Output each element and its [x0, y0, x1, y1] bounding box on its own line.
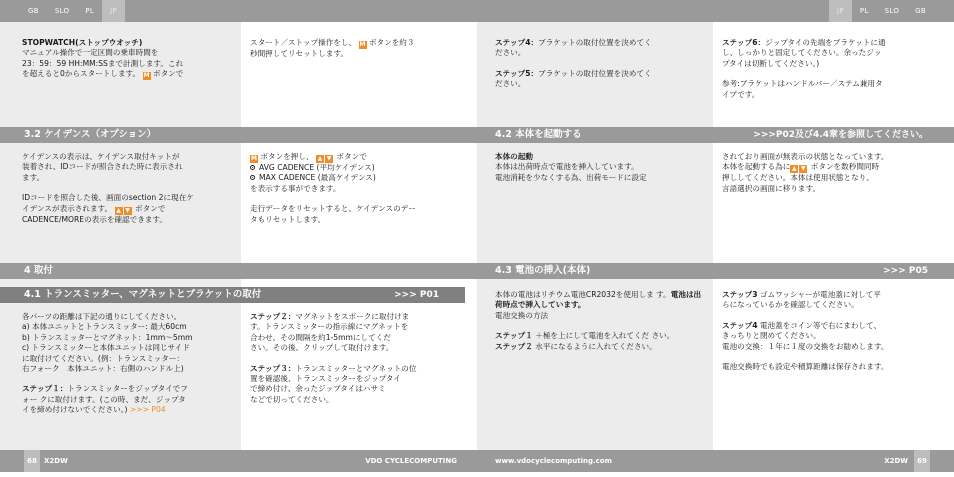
avg-cadence-item: AVG CADENCE (平均ケイデンス) — [259, 163, 375, 172]
battery-step4-text: 電池蓋をコイン等で右にまわして、 きっちりと閉めてください。 電池の交換：１年に１度の交換をお勧めします。 — [722, 320, 889, 351]
lang-tab-pl[interactable]: PL — [859, 7, 869, 15]
mode-button-icon: M — [143, 72, 150, 80]
footer-model-right: X2DW — [884, 457, 908, 465]
step5-text: ブラケットの取付位置を決めてく ださい。 — [495, 68, 652, 89]
section-4-2-ref[interactable]: >>>P02及び4.4章を参照してください。 — [753, 130, 928, 140]
step4-label: ステップ4： — [495, 38, 539, 47]
startup-col2-a: されており画面が無表示の状態となっています。 本体を起動する為に — [722, 152, 889, 172]
battery-step2-text: 水平になるように入れてください。 — [535, 341, 657, 351]
battery-change-method: 電池交換の方法 — [495, 310, 549, 320]
cadence-p1: ケイデンスの表示は、ケイデンス取付キットが 装着され、IDコードが照合された時に表示され ます。 — [22, 152, 183, 182]
section-4-1-ref[interactable]: >>> P01 — [394, 290, 439, 300]
battery-note: 電池交換時でも設定や積算距離は保存されます。 — [722, 362, 889, 372]
down-button-icon: ▼ — [125, 206, 130, 214]
lang-tab-pl[interactable]: PL — [85, 7, 95, 15]
step4-text: ブラケットの取付位置を決めてく ださい。 — [495, 38, 652, 58]
cadence-col1 — [22, 152, 237, 235]
section-4-3-ref[interactable]: >>> P05 — [883, 266, 928, 276]
startup-text: 本体は出荷時点で電池を挿入しています。 電池消耗を少なくする為、出荷モードに設定 — [495, 162, 647, 182]
mode-button-icon: M — [359, 41, 366, 48]
right-top-col2 — [722, 38, 934, 110]
lang-tab-slo[interactable]: SLO — [54, 7, 70, 15]
footer-left — [0, 450, 477, 472]
mounting-col2 — [250, 312, 465, 415]
cadence-p2b: ボタンで CADENCE/MOREの表示を確認できます。 — [22, 203, 168, 224]
battery-intro: 本体の電池はリチウム電池CR2032を使用しま す。 — [495, 290, 671, 299]
page-number-right: 69 — [914, 450, 930, 472]
language-tabs-right — [829, 0, 934, 22]
up-button-icon: ▲ — [116, 206, 121, 214]
cadence-col2-a: ボタンを押し、 — [260, 152, 314, 161]
language-tabs-left — [20, 0, 125, 22]
section-4-title: 4 取付 — [24, 265, 53, 276]
stopwatch-body-tail: ボタンで — [152, 69, 184, 79]
battery-step1-label: ステップ１ — [495, 331, 533, 341]
step1-label: ステップ１： — [22, 384, 68, 394]
battery-step3-text: ゴムワッシャーが電池蓋に対して平 らになっているかを確認してください。 — [722, 290, 881, 310]
stopwatch-title: STOPWATCH(ストップウオッチ) — [22, 38, 143, 47]
battery-col1 — [495, 290, 707, 362]
down-button-icon: ▼ — [801, 165, 806, 173]
mounting-col1 — [22, 312, 240, 426]
section-4-2-header — [477, 127, 954, 143]
max-cadence-item: MAX CADENCE (最高ケイデンス) — [259, 173, 376, 183]
section-4-header — [0, 263, 477, 279]
step3-text: トランスミッターとマグネットの位 置を確認後、トランスミッターをジップタイ で締め付け、余ったジップタイはハサミ などで切ってください。 — [250, 363, 417, 404]
mode-button-icon: M — [251, 155, 257, 162]
section-4-3-header — [477, 263, 954, 279]
mounting-distances: 各パーツの距離は下記の通りにしてください。 a) 本体ユニットとトランスミッター: 最大60cm b) トランスミッターとマグネット：1mm〜5mm c) トランスミッターと本体ユニットは同じサイド に取付けてください。(例：トランスミッター： 右フォーク 本体ユニット：右側のハンドル上) — [22, 312, 193, 374]
section-4-2-title: 4.2 本体を起動する — [495, 129, 582, 140]
stopwatch-col2-text: スタート／ストップ操作をし、 — [250, 38, 357, 47]
stopwatch-body: マニュアル操作で一定区間の乗車時間を 23：59：59 HH:MM:SSまで計測します。これ を超えると0からスタートします。 — [22, 48, 184, 79]
startup-col2-b: ボタンを数秒間同時 押ししてください。本体は使用状態となり、 言語選択の画面に移ります。 — [722, 162, 880, 193]
stopwatch-block — [22, 38, 237, 90]
up-button-icon: ▲ — [317, 155, 323, 162]
lang-tab-gb[interactable]: GB — [28, 7, 39, 15]
step1-page-ref[interactable]: >>> P04 — [129, 405, 166, 415]
cadence-col2-p2: 走行データをリセットすると、ケイデンスのデー タもリセットします。 — [250, 204, 416, 224]
footer-right — [477, 450, 954, 472]
cadence-col2-c: を表示する事ができます。 — [250, 183, 341, 193]
cadence-col2 — [250, 152, 465, 235]
page-number-left: 68 — [24, 450, 40, 472]
right-top-col1 — [495, 38, 705, 100]
up-button-icon: ▲ — [792, 165, 797, 173]
section-3-2-title: 3.2 ケイデンス（オプション） — [24, 129, 157, 140]
battery-step1-text: ＋極を上にして電池を入れてくだ さい。 — [535, 331, 675, 341]
step2-text: マグネットをスポークに取付けま す。トランスミッターの指示線にマグネットを 合わせ、その間隔を約1-5mmにしてくだ さい。その後、クリップして取付けます。 — [250, 312, 410, 353]
bullet-icon — [250, 175, 255, 180]
section-4-1-title: 4.1 トランスミッター、マグネットとブラケットの取付 — [24, 289, 262, 300]
bullet-icon — [250, 165, 255, 170]
startup-col1 — [495, 152, 707, 193]
cadence-col2-b: ボタンで — [336, 152, 367, 161]
step1-text: トランスミッターをジップタイでフ ォー クに取付けます。(この時、まだ、ジップタ イを締め付けないでください。) — [22, 384, 188, 415]
stopwatch-col2 — [250, 38, 465, 69]
section-4-3-title: 4.3 電池の挿入(本体) — [495, 265, 591, 276]
lang-tab-jp[interactable]: JP — [102, 0, 125, 22]
battery-col2 — [722, 290, 934, 382]
footer-brand: VDO CYCLECOMPUTING — [365, 457, 457, 465]
lang-tab-gb[interactable]: GB — [915, 7, 926, 15]
startup-title: 本体の起動 — [495, 152, 533, 161]
lang-tab-jp[interactable]: JP — [829, 0, 852, 22]
battery-preinstalled: 電池は出荷時点で挿入しています。 — [495, 290, 702, 310]
startup-col2 — [722, 152, 934, 204]
step6-text: ジップタイの先端をブラケットに通 し、しっかりと固定してください。余ったジッ プタイは切断してください。) — [722, 38, 886, 68]
battery-step2-label: ステップ２ — [495, 341, 533, 351]
step2-label: ステップ２： — [250, 312, 296, 321]
down-button-icon: ▼ — [326, 155, 332, 162]
step6-label: ステップ6： — [722, 38, 766, 47]
footer-model-left: X2DW — [44, 457, 68, 465]
section-3-2-header — [0, 127, 477, 143]
stopwatch-col2-tail: ボタンを約３ 秒間押してリセットします。 — [250, 38, 415, 58]
battery-step3-label: ステップ3 — [722, 290, 758, 299]
bracket-note: 参考:ブラケットはハンドルバー／ステム兼用タ イプです。 — [722, 79, 883, 99]
battery-step4-label: ステップ4 — [722, 320, 758, 330]
footer-url[interactable]: www.vdocyclecomputing.com — [495, 457, 612, 465]
step5-label: ステップ5： — [495, 68, 539, 78]
cadence-p2a: IDコードを照合した後、画面のsection 2に現在ケ イデンスが表示されます。 — [22, 193, 194, 213]
step3-label: ステップ３： — [250, 363, 296, 373]
lang-tab-slo[interactable]: SLO — [884, 7, 900, 15]
section-4-1-header — [0, 287, 465, 303]
